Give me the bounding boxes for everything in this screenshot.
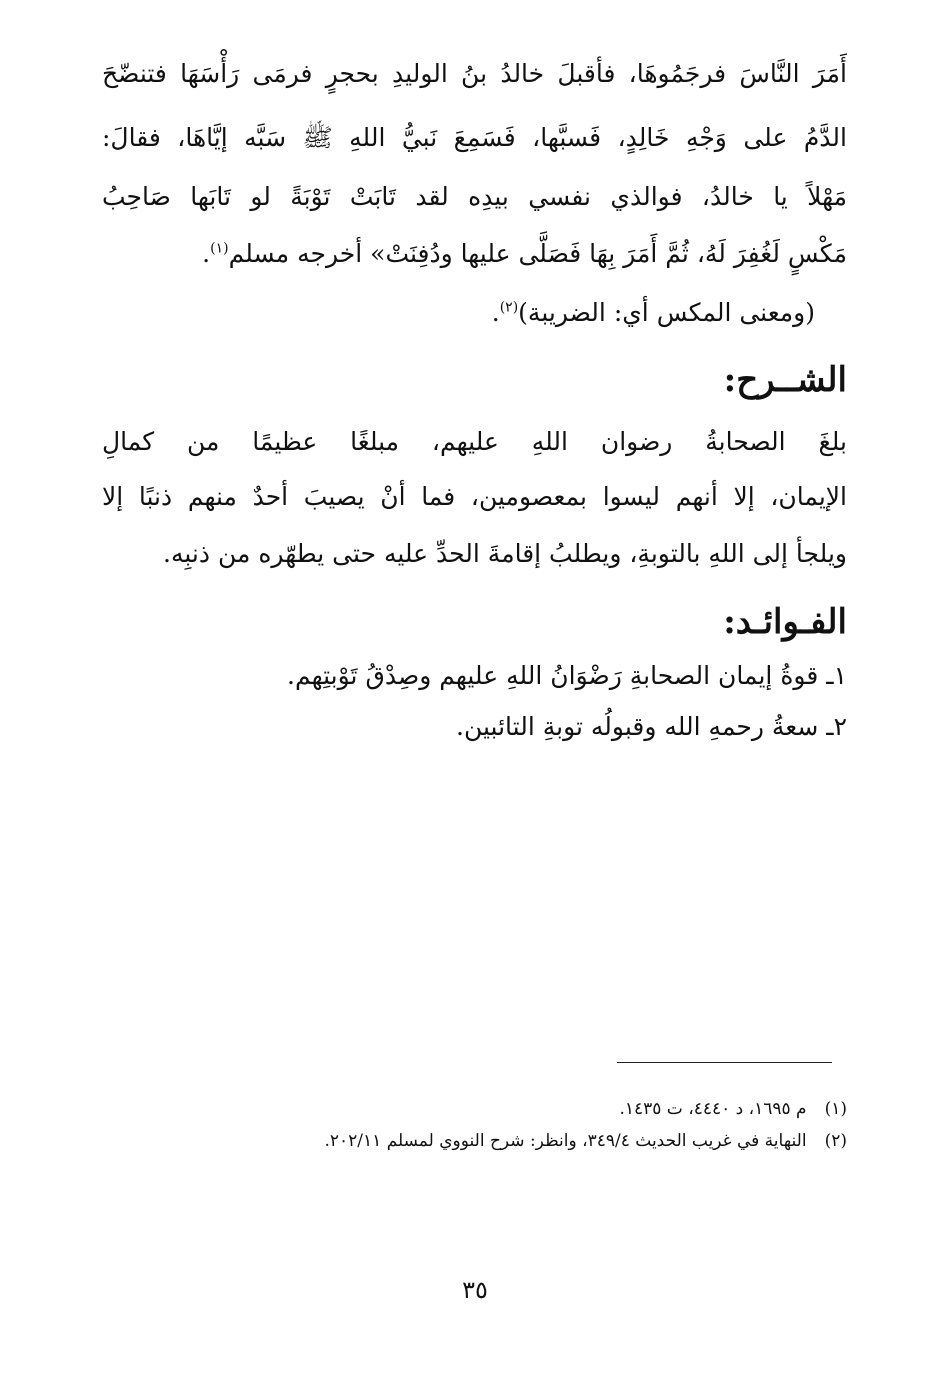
footnote-1-number: (١) <box>824 1099 847 1119</box>
benefit-item-1: ١ـ قوةُ إيمان الصحابةِ رَضْوَانُ اللهِ عليهم وصِدْقُ تَوْبتِهم. <box>287 661 847 690</box>
footnote-2 <box>325 1124 848 1158</box>
footnote-ref-2: (٢) <box>499 299 519 316</box>
body-line-3: مَهْلاً يا خالدُ، فوالذي نفسي بيدِه لقد تَابَتْ تَوْبَةً لو تَابَها صَاحِبُ <box>102 182 847 211</box>
footnote-1 <box>619 1092 847 1126</box>
footnote-1-text: م ١٦٩٥، د ٤٤٤٠، ت ١٤٣٥. <box>619 1099 807 1119</box>
body-line-1: أَمَرَ النَّاسَ فرجَمُوهَا، فأقبلَ خالدُ بنُ الوليدِ بحجرٍ فرمَى رَأْسَهَا فتنضّحَ <box>102 59 847 88</box>
body-line-4 <box>102 226 847 282</box>
fawaid-heading: الفـوائـد: <box>723 602 847 642</box>
body-line-4-text: مَكْسٍ لَغُفِرَ لَهُ، ثُمَّ أَمَرَ بِهَا فَصَلَّى عليها ودُفِنَتْ» أخرجه مسلم <box>228 239 847 268</box>
gloss-note-text: (ومعنى المكس أي: الضريبة) <box>518 298 815 327</box>
benefit-item-2: ٢ـ سعةُ رحمهِ الله وقبولُه توبةِ التائبين. <box>456 712 847 741</box>
sharh-heading: الشــرح: <box>723 360 847 400</box>
footnote-2-text: النهاية في غريب الحديث ٣٤٩/٤، وانظر: شرح النووي لمسلم ٢٠٢/١١. <box>324 1131 807 1151</box>
sharh-line-3: ويلجأ إلى اللهِ بالتوبةِ، ويطلبُ إقامةَ الحدِّ عليه حتى يطهّره من ذنبِه. <box>163 539 847 568</box>
footnote-divider <box>617 1062 832 1063</box>
body-line-4-end: . <box>202 239 211 268</box>
gloss-note-end: . <box>491 298 500 327</box>
sharh-line-1: بلغَ الصحابةُ رضوان اللهِ عليهم، مبلغًا عظيمًا من كمالِ <box>102 427 847 456</box>
body-line-2: الدَّمُ على وَجْهِ خَالِدٍ، فَسبَّها، فَسَمِعَ نَبيُّ اللهِ ﷺ سَبَّه إيَّاهَا، فقالَ: <box>102 123 847 152</box>
gloss-note <box>70 285 815 341</box>
footnote-ref-1: (١) <box>210 240 229 257</box>
footnote-2-number: (٢) <box>824 1131 847 1151</box>
sharh-line-2: الإيمان، إلا أنهم ليسوا بمعصومين، فما أنْ يصيبَ أحدٌ منهم ذنبًا إلا <box>102 482 847 511</box>
page-number: ٣٥ <box>462 1276 488 1304</box>
